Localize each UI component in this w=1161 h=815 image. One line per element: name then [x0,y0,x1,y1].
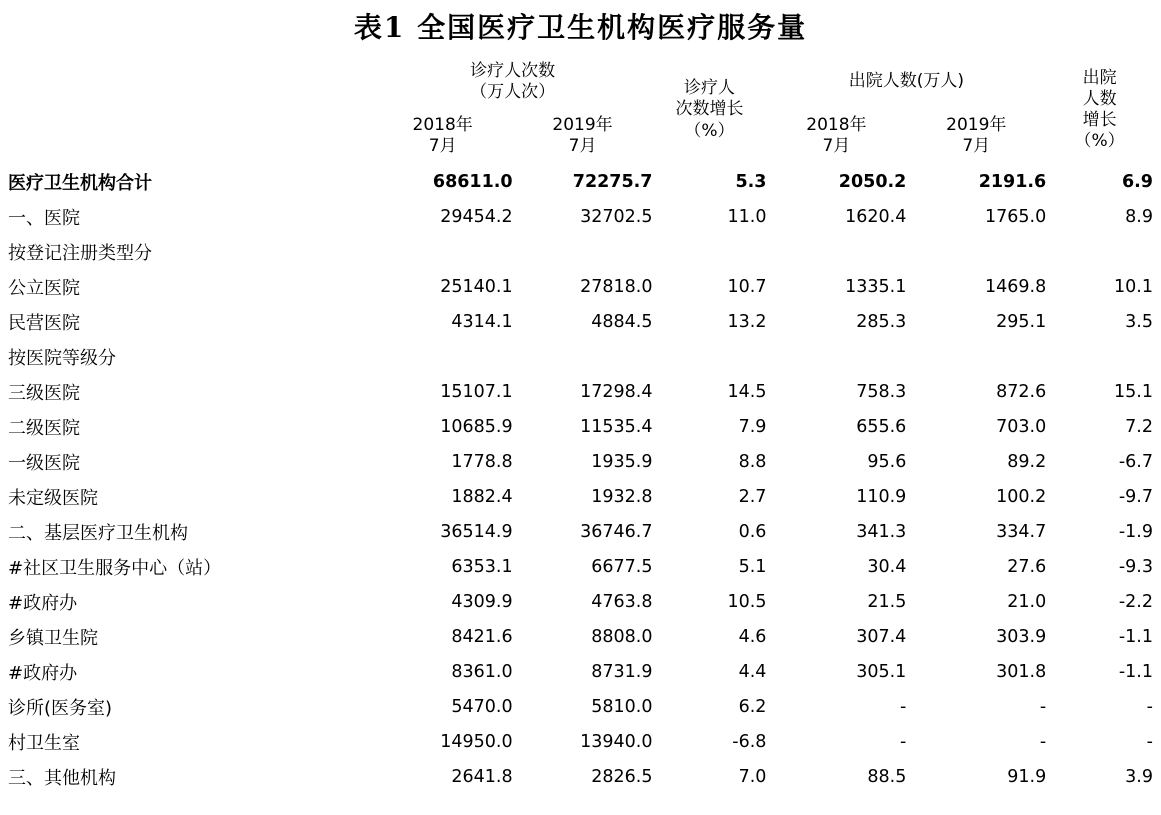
cell-discharge-2019: 303.9 [996,626,1047,647]
table-row [8,409,1153,444]
cell-visits-2019: 4884.5 [591,311,653,332]
table-row [8,269,1153,304]
table-row [8,584,1153,619]
table-row [8,549,1153,584]
cell-visits-growth: 7.9 [738,416,767,437]
row-label: 未定级医院 [8,487,98,509]
header-discharge-growth-line2: 人数 [1082,88,1117,109]
cell-discharge-2019: 2191.6 [978,171,1047,192]
table-row [8,514,1153,549]
row-label: #政府办 [8,592,78,614]
cell-visits-2018: 10685.9 [440,416,513,437]
header-discharge-group: 出院人数(万人) [848,71,964,92]
cell-visits-2018: 6353.1 [451,556,513,577]
row-label: 一、医院 [8,207,80,229]
cell-visits-2019: 5810.0 [591,696,653,717]
cell-discharge-2019: 1765.0 [984,206,1047,227]
cell-visits-2019: 11535.4 [580,416,653,437]
header-visits-growth-line1: 诊疗人 [683,78,735,99]
cell-visits-growth: 5.3 [735,171,767,192]
cell-discharge-growth: -9.3 [1118,556,1153,577]
cell-visits-2018: 36514.9 [440,521,513,542]
cell-visits-2018: 8421.6 [451,626,513,647]
cell-discharge-growth: -2.2 [1118,591,1153,612]
table-row [8,479,1153,514]
cell-discharge-growth: 8.9 [1125,206,1153,227]
cell-visits-2018: 2641.8 [451,766,513,787]
cell-discharge-2019 [906,234,1046,269]
cell-visits-growth: 4.4 [738,661,767,682]
header-visits-2018-line2: 7月 [428,136,457,156]
cell-discharge-2019: 27.6 [1007,556,1047,577]
cell-visits-growth: 2.7 [738,486,767,507]
cell-visits-2018: 8361.0 [451,661,513,682]
header-visits-2019-line1: 2019年 [552,114,613,135]
cell-discharge-2019: 1469.8 [984,276,1047,297]
row-label: 村卫生室 [8,732,80,754]
cell-discharge-2018: 307.4 [856,626,907,647]
cell-visits-2019: 8808.0 [591,626,653,647]
cell-discharge-growth: -9.7 [1118,486,1153,507]
row-label: 一级医院 [8,452,80,474]
cell-discharge-2018: 285.3 [856,311,907,332]
cell-visits-2019 [513,234,653,269]
cell-discharge-2018: 2050.2 [838,171,907,192]
cell-visits-2019: 1932.8 [591,486,653,507]
cell-visits-growth: 4.6 [738,626,767,647]
cell-visits-growth: 13.2 [727,311,767,332]
cell-visits-growth: -6.8 [732,731,767,752]
table-row [8,759,1153,794]
cell-discharge-2018: 1335.1 [845,276,907,297]
cell-discharge-2018: 110.9 [856,486,907,507]
row-label: #社区卫生服务中心（站） [8,557,222,579]
cell-visits-2018: 5470.0 [451,696,513,717]
cell-discharge-growth: 15.1 [1114,381,1153,402]
header-discharge-growth-line4: （%） [1074,131,1125,152]
cell-discharge-growth: -1.9 [1118,521,1153,542]
cell-discharge-2018: 30.4 [867,556,907,577]
cell-discharge-2019: 91.9 [1007,766,1047,787]
cell-discharge-2019: 872.6 [996,381,1047,402]
cell-discharge-2019: 89.2 [1007,451,1047,472]
row-label: 按医院等级分 [8,347,116,369]
cell-discharge-growth: -1.1 [1118,661,1153,682]
cell-visits-2019: 36746.7 [580,521,653,542]
header-discharge-growth [1046,56,1153,164]
cell-visits-2018 [373,234,513,269]
table-row [8,339,1153,374]
cell-discharge-growth [1046,339,1153,374]
cell-discharge-growth: 10.1 [1114,276,1153,297]
cell-discharge-2018: - [900,696,907,717]
page-title: 表1 全国医疗卫生机构医疗服务量 [353,11,808,44]
header-discharge-2019-line2: 7月 [962,136,991,156]
cell-discharge-2018: 655.6 [856,416,907,437]
cell-discharge-2018: 758.3 [856,381,907,402]
cell-discharge-2018: - [900,731,907,752]
cell-discharge-2019: 703.0 [996,416,1047,437]
table-row [8,374,1153,409]
cell-visits-2018 [373,339,513,374]
cell-discharge-growth: 3.5 [1125,311,1153,332]
header-discharge-2018-line2: 7月 [822,136,851,156]
cell-discharge-growth: 3.9 [1125,766,1153,787]
row-label: 按登记注册类型分 [8,242,152,264]
cell-discharge-growth: 6.9 [1121,171,1153,192]
row-label: 诊所(医务室) [8,697,113,719]
row-label: #政府办 [8,662,78,684]
cell-visits-growth: 10.7 [727,276,767,297]
header-visits-2018 [373,108,513,164]
cell-visits-2019: 4763.8 [591,591,653,612]
row-label: 二级医院 [8,417,80,439]
row-label: 公立医院 [8,277,80,299]
cell-discharge-2019: - [1039,731,1047,752]
row-label: 医疗卫生机构合计 [8,172,152,194]
cell-visits-growth [652,234,766,269]
cell-discharge-2019: 295.1 [996,311,1047,332]
cell-discharge-2019: 301.8 [996,661,1047,682]
row-label: 二、基层医疗卫生机构 [8,522,188,544]
table-row [8,304,1153,339]
cell-visits-2018: 1778.8 [451,451,513,472]
cell-discharge-2018: 305.1 [856,661,907,682]
table-row [8,654,1153,689]
header-visits-2019-line2: 7月 [568,136,597,156]
cell-visits-2019: 32702.5 [580,206,653,227]
cell-visits-growth: 6.2 [738,696,767,717]
cell-discharge-2019: 100.2 [996,486,1047,507]
cell-discharge-growth: - [1146,696,1153,717]
cell-visits-growth: 7.0 [738,766,767,787]
cell-visits-2019 [513,339,653,374]
row-label: 三级医院 [8,382,80,404]
cell-discharge-2018 [766,234,906,269]
cell-visits-growth [652,339,766,374]
medical-service-volume-table [8,56,1153,794]
cell-visits-2018: 4314.1 [451,311,513,332]
cell-visits-growth: 11.0 [727,206,767,227]
cell-visits-2018: 1882.4 [451,486,513,507]
cell-discharge-2019 [906,339,1046,374]
header-visits-growth-line2: 次数增长 [675,99,744,120]
cell-visits-2018: 29454.2 [440,206,513,227]
cell-visits-2019: 2826.5 [591,766,653,787]
header-discharge-2018-line1: 2018年 [806,114,867,135]
header-visits-growth [652,56,766,164]
cell-discharge-growth: - [1146,731,1153,752]
cell-visits-2019: 6677.5 [591,556,653,577]
table-row [8,199,1153,234]
table-row [8,164,1153,199]
cell-visits-2019: 1935.9 [591,451,653,472]
table-row [8,724,1153,759]
cell-visits-2019: 13940.0 [580,731,653,752]
header-discharge-growth-line1: 出院 [1082,67,1117,88]
cell-discharge-2018: 95.6 [867,451,907,472]
table-row [8,234,1153,269]
cell-visits-2019: 27818.0 [580,276,653,297]
cell-visits-2019: 72275.7 [572,171,653,192]
header-visits-2018-line1: 2018年 [412,114,473,135]
table-body [8,164,1153,794]
cell-visits-2019: 17298.4 [580,381,653,402]
cell-discharge-growth: -1.1 [1118,626,1153,647]
header-rowlabel-col [8,56,373,164]
cell-discharge-2018: 21.5 [867,591,907,612]
cell-visits-2018: 4309.9 [451,591,513,612]
cell-discharge-2018: 88.5 [867,766,907,787]
row-label: 乡镇卫生院 [8,627,98,649]
cell-discharge-growth: 7.2 [1125,416,1153,437]
cell-visits-2018: 25140.1 [440,276,513,297]
cell-visits-2018: 15107.1 [440,381,513,402]
cell-visits-growth: 10.5 [727,591,767,612]
header-visits-group [373,56,653,108]
cell-discharge-2018 [766,339,906,374]
header-discharge-2019-line1: 2019年 [946,114,1007,135]
cell-visits-growth: 5.1 [738,556,767,577]
cell-discharge-2019: 334.7 [996,521,1047,542]
cell-visits-2018: 14950.0 [440,731,513,752]
header-visits-line2: （万人次） [470,82,556,102]
cell-discharge-growth: -6.7 [1118,451,1153,472]
table-row [8,689,1153,724]
cell-visits-growth: 14.5 [727,381,767,402]
cell-discharge-2019: 21.0 [1007,591,1047,612]
table-row [8,619,1153,654]
table-row [8,444,1153,479]
header-discharge-2019 [906,108,1046,164]
cell-discharge-growth [1046,234,1153,269]
row-label: 民营医院 [8,312,80,334]
header-visits-line1: 诊疗人次数 [470,60,556,81]
cell-discharge-2018: 1620.4 [845,206,907,227]
header-visits-growth-line3: （%） [684,120,735,141]
cell-visits-growth: 8.8 [738,451,767,472]
table-header-group-row [8,56,1153,108]
header-discharge-growth-line3: 增长 [1082,110,1117,130]
cell-discharge-2018: 341.3 [856,521,907,542]
cell-visits-2019: 8731.9 [591,661,653,682]
header-visits-2019 [513,108,653,164]
row-label: 三、其他机构 [8,767,116,789]
cell-visits-2018: 68611.0 [432,171,513,192]
header-discharge-2018 [766,108,906,164]
cell-discharge-2019: - [1039,696,1047,717]
cell-visits-growth: 0.6 [738,521,767,542]
